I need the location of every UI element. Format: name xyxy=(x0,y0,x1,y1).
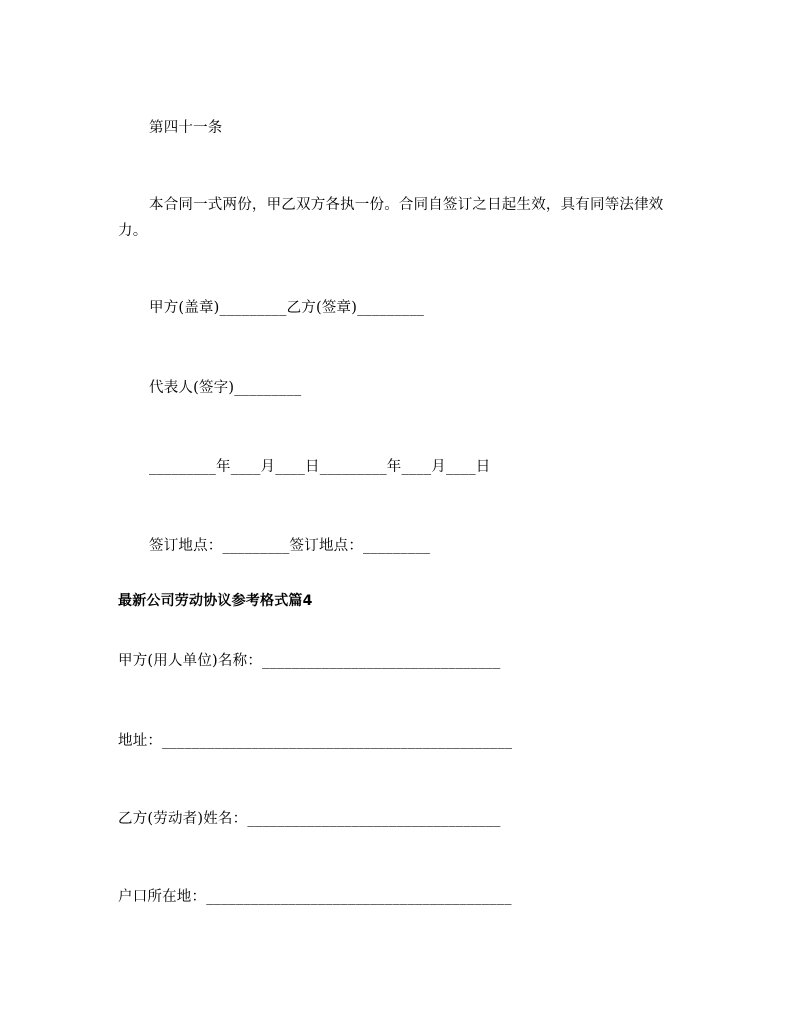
section-heading: 最新公司劳动协议参考格式篇4 xyxy=(118,593,313,609)
representative-line: 代表人(签字)_________ xyxy=(149,380,302,396)
article-title: 第四十一条 xyxy=(149,120,223,136)
employer-name-line: 甲方(用人单位)名称：________________________________ xyxy=(118,653,501,669)
seal-line: 甲方(盖章)_________乙方(签章)_________ xyxy=(149,300,425,316)
date-line: _________年____月____日_________年____月____日 xyxy=(149,459,491,475)
article-body: 本合同一式两份，甲乙双方各执一份。合同自签订之日起生效，具有同等法律效力。 xyxy=(118,197,664,239)
hukou-location-line: 户口所在地：_________________________________________ xyxy=(118,889,512,905)
address-line: 地址：_______________________________________________ xyxy=(118,733,513,749)
employee-name-line: 乙方(劳动者)姓名：__________________________________ xyxy=(118,811,501,827)
signing-place-line: 签订地点：_________签订地点：_________ xyxy=(149,538,431,554)
